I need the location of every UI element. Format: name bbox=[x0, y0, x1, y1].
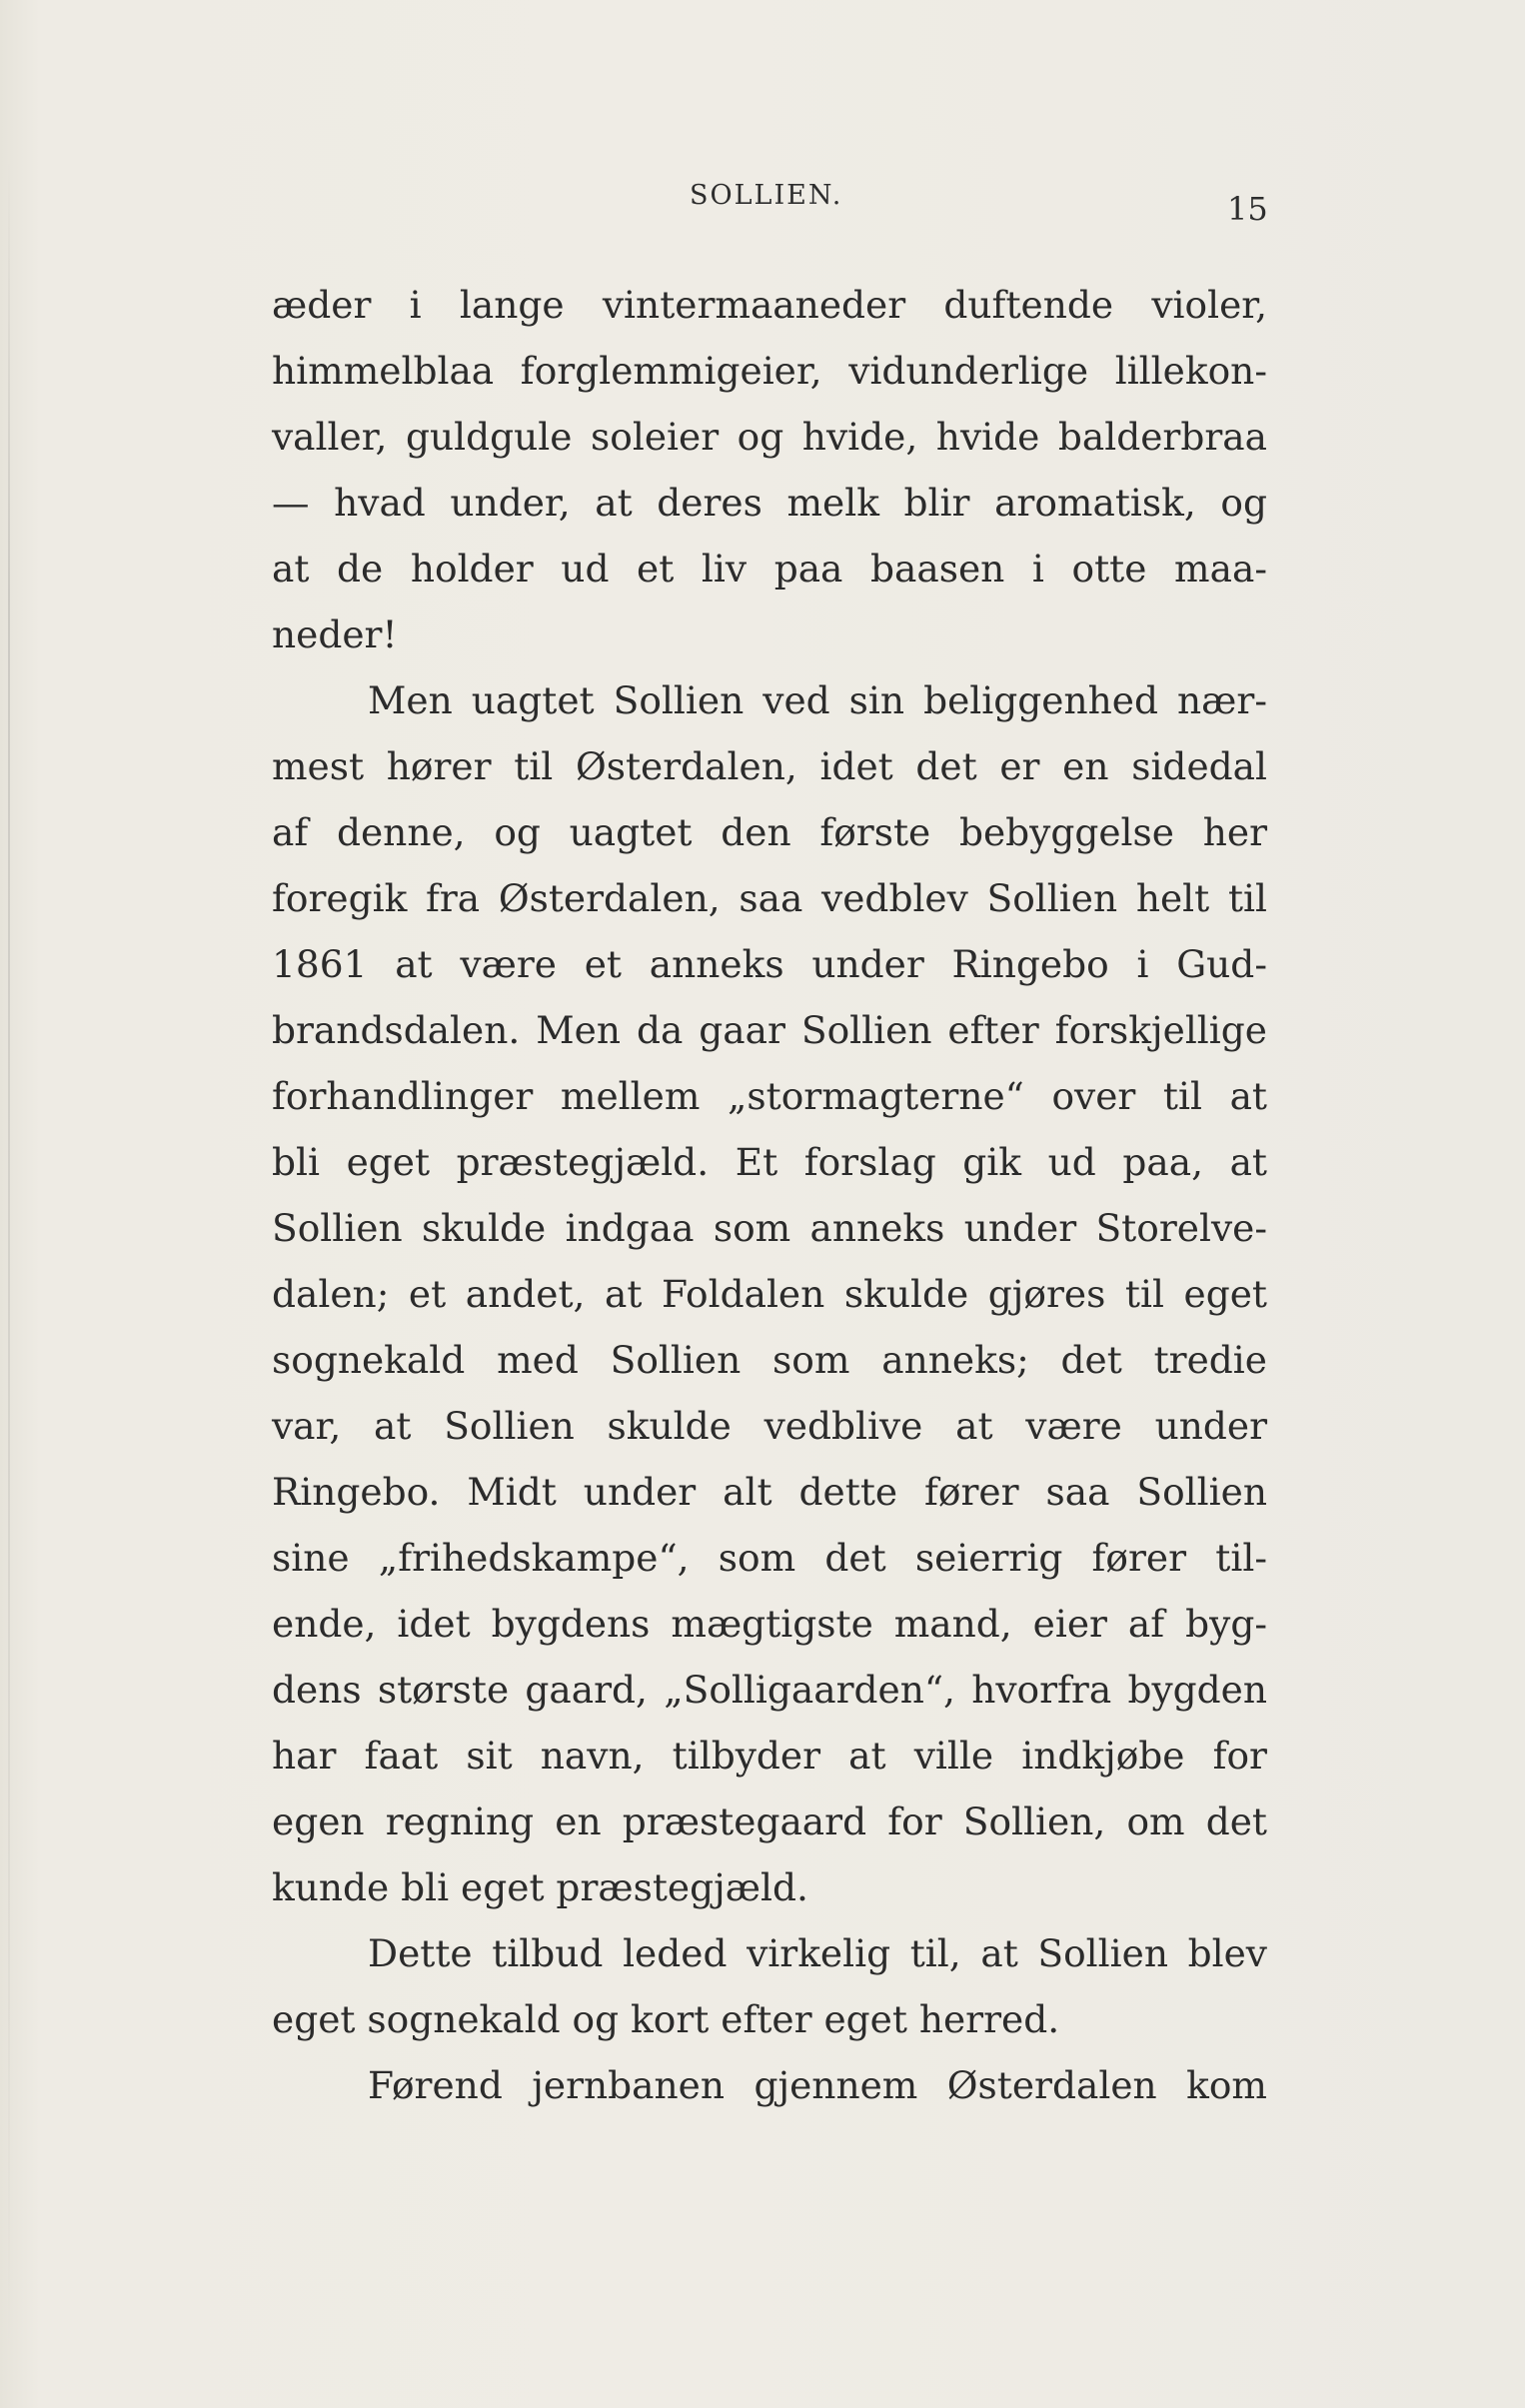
text-line: har faat sit navn, tilbyder at ville indkjøbe for bbox=[272, 1734, 1267, 1778]
text-line: dens største gaard, „Solligaarden“, hvorfra bygden bbox=[272, 1668, 1267, 1712]
text-line: eget sognekald og kort efter eget herred. bbox=[272, 1997, 1060, 2041]
text-line: — hvad under, at deres melk blir aromatisk, og bbox=[272, 481, 1267, 525]
text-line: Men uagtet Sollien ved sin beliggenhed nær- bbox=[368, 678, 1267, 722]
text-line: valler, guldgule soleier og hvide, hvide balderbraa bbox=[272, 415, 1267, 459]
text-line: sine „frihedskampe“, som det seierrig fører til- bbox=[272, 1536, 1267, 1580]
text-line: 1861 at være et anneks under Ringebo i Gud- bbox=[272, 942, 1267, 986]
text-line: egen regning en præstegaard for Sollien, om det bbox=[272, 1800, 1267, 1843]
text-line: foregik fra Østerdalen, saa vedblev Sollien helt til bbox=[272, 876, 1267, 920]
text-line: af denne, og uagtet den første bebyggelse her bbox=[272, 810, 1267, 854]
text-line: himmelblaa forglemmigeier, vidunderlige lillekon- bbox=[272, 349, 1267, 393]
body-text bbox=[272, 272, 1267, 2118]
text-line: Dette tilbud leded virkelig til, at Sollien blev bbox=[368, 1931, 1267, 1975]
text-line: Ringebo. Midt under alt dette fører saa Sollien bbox=[272, 1470, 1267, 1514]
text-line: bli eget præstegjæld. Et forslag gik ud paa, at bbox=[272, 1140, 1267, 1184]
text-line: æder i lange vintermaaneder duftende violer, bbox=[272, 283, 1267, 327]
text-line: brandsdalen. Men da gaar Sollien efter forskjellige bbox=[272, 1008, 1267, 1052]
text-line: neder! bbox=[272, 612, 398, 656]
page-number: 15 bbox=[1227, 190, 1268, 228]
text-line: dalen; et andet, at Foldalen skulde gjøres til eget bbox=[272, 1272, 1267, 1316]
text-line: at de holder ud et liv paa baasen i otte maa- bbox=[272, 547, 1267, 591]
text-line: kunde bli eget præstegjæld. bbox=[272, 1865, 808, 1909]
text-line: ende, idet bygdens mægtigste mand, eier af byg- bbox=[272, 1602, 1267, 1646]
running-head: SOLLIEN. bbox=[690, 180, 843, 211]
text-line: mest hører til Østerdalen, idet det er en sidedal bbox=[272, 744, 1267, 788]
text-line: forhandlinger mellem „stormagterne“ over til at bbox=[272, 1074, 1267, 1118]
page-edge-shadow bbox=[8, 160, 10, 2358]
text-line: Førend jernbanen gjennem Østerdalen kom bbox=[368, 2063, 1267, 2107]
text-line: var, at Sollien skulde vedblive at være under bbox=[272, 1404, 1267, 1448]
text-line: sognekald med Sollien som anneks; det tredie bbox=[272, 1338, 1267, 1382]
text-line: Sollien skulde indgaa som anneks under Storelve- bbox=[272, 1206, 1267, 1250]
